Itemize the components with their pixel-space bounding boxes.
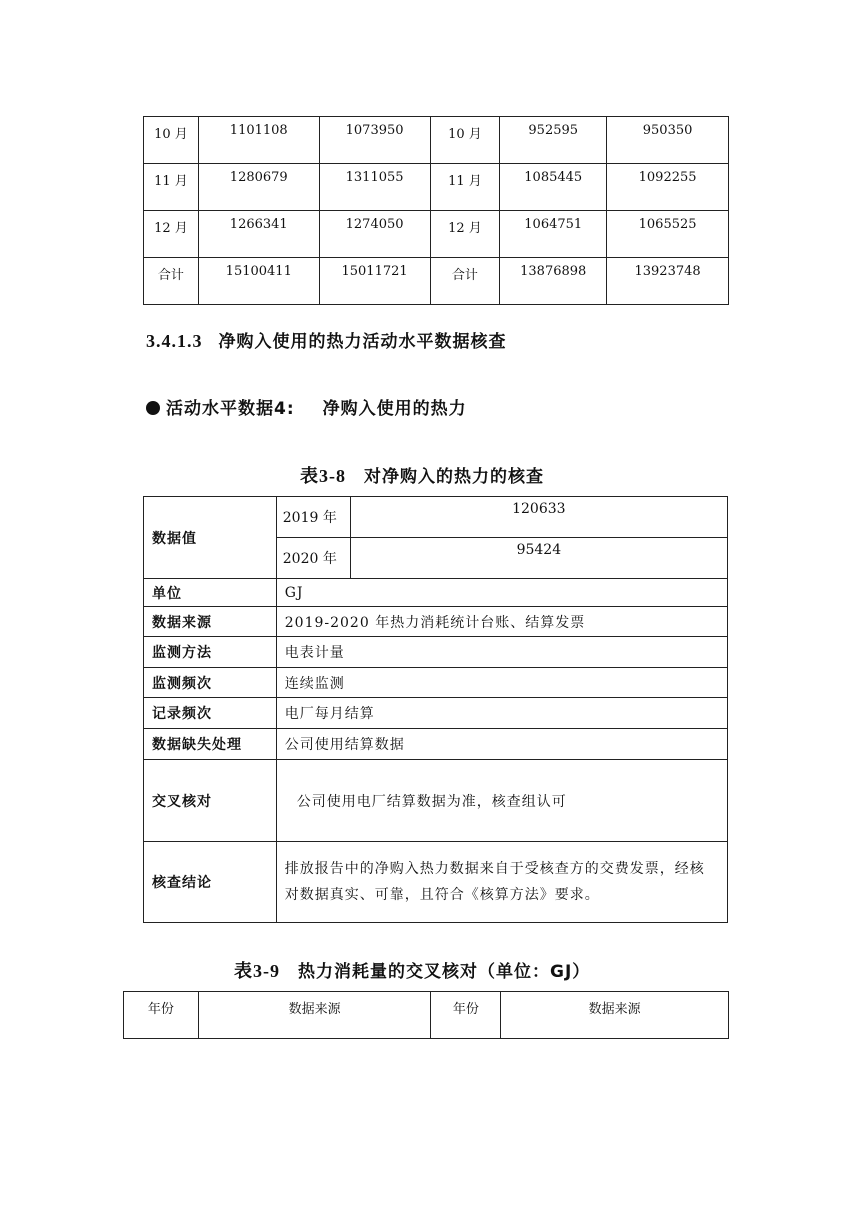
table-row	[144, 668, 728, 698]
method-label: 监测方法	[144, 637, 277, 668]
value-cell: 13923748	[607, 258, 729, 305]
column-header: 年份	[431, 992, 501, 1039]
table-row	[144, 579, 728, 607]
bullet-text: 净购入使用的热力	[322, 399, 467, 419]
value-cell: 1065525	[607, 211, 729, 258]
cross-check-table	[123, 991, 729, 1039]
bullet-heading	[146, 394, 467, 419]
month-cell: 12 月	[144, 211, 199, 258]
conclusion-value: 排放报告中的净购入热力数据来自于受核查方的交费发票，经核对数据真实、可靠，且符合《核算方法》要求。	[276, 842, 727, 923]
value-cell: 1274050	[319, 211, 430, 258]
table-caption-title: 对净购入的热力的核查	[364, 467, 544, 487]
month-cell: 11 月	[430, 164, 500, 211]
section-heading	[146, 327, 507, 352]
table-row	[144, 607, 728, 637]
table-caption-label: 表3-8	[300, 466, 346, 486]
section-number: 3.4.1.3	[146, 331, 203, 351]
source-label: 数据来源	[144, 607, 277, 637]
column-header: 数据来源	[501, 992, 729, 1039]
data-value-label: 数据值	[144, 497, 277, 579]
column-header: 年份	[124, 992, 199, 1039]
method-value: 电表计量	[276, 637, 727, 668]
table-row	[144, 842, 728, 923]
total-label-cell: 合计	[430, 258, 500, 305]
table-row	[144, 117, 729, 164]
source-value: 2019-2020 年热力消耗统计台账、结算发票	[276, 607, 727, 637]
table-caption-label: 表3-9	[234, 961, 280, 981]
cross-check-value: 公司使用电厂结算数据为准，核查组认可	[276, 760, 727, 842]
bullet-dot-icon	[146, 401, 160, 415]
value-cell: 950350	[607, 117, 729, 164]
bullet-label: 活动水平数据4:	[166, 399, 295, 419]
value-cell: 15100411	[198, 258, 319, 305]
freq-label: 监测频次	[144, 668, 277, 698]
conclusion-label: 核查结论	[144, 842, 277, 923]
month-cell: 10 月	[430, 117, 500, 164]
heat-check-table	[143, 496, 728, 923]
table-caption	[300, 462, 544, 488]
year-cell: 2019 年	[276, 497, 350, 538]
month-cell: 10 月	[144, 117, 199, 164]
record-value: 电厂每月结算	[276, 698, 727, 729]
record-label: 记录频次	[144, 698, 277, 729]
table-row	[144, 698, 728, 729]
total-label-cell: 合计	[144, 258, 199, 305]
value-cell: 1064751	[500, 211, 607, 258]
value-cell: 120633	[350, 497, 727, 538]
year-cell: 2020 年	[276, 538, 350, 579]
value-cell: 952595	[500, 117, 607, 164]
missing-value: 公司使用结算数据	[276, 729, 727, 760]
value-cell: 1073950	[319, 117, 430, 164]
section-title: 净购入使用的热力活动水平数据核查	[218, 332, 507, 352]
table-caption-title: 热力消耗量的交叉核对（单位：GJ）	[298, 962, 591, 982]
value-cell: 1311055	[319, 164, 430, 211]
value-cell: 1280679	[198, 164, 319, 211]
month-cell: 12 月	[430, 211, 500, 258]
value-cell: 1085445	[500, 164, 607, 211]
table-row	[144, 637, 728, 668]
value-cell: 13876898	[500, 258, 607, 305]
missing-label: 数据缺失处理	[144, 729, 277, 760]
value-cell: 1266341	[198, 211, 319, 258]
column-header: 数据来源	[198, 992, 431, 1039]
cross-check-label: 交叉核对	[144, 760, 277, 842]
table-row	[144, 729, 728, 760]
month-cell: 11 月	[144, 164, 199, 211]
value-cell: 15011721	[319, 258, 430, 305]
table-header-row	[124, 992, 729, 1039]
monthly-consumption-table	[143, 116, 729, 305]
unit-value: GJ	[276, 579, 727, 607]
table-row	[144, 211, 729, 258]
table-row-total	[144, 258, 729, 305]
value-cell: 1101108	[198, 117, 319, 164]
value-cell: 1092255	[607, 164, 729, 211]
unit-label: 单位	[144, 579, 277, 607]
value-cell: 95424	[350, 538, 727, 579]
table-row	[144, 760, 728, 842]
table-caption	[234, 957, 590, 983]
table-row	[144, 497, 728, 538]
table-row	[144, 164, 729, 211]
freq-value: 连续监测	[276, 668, 727, 698]
